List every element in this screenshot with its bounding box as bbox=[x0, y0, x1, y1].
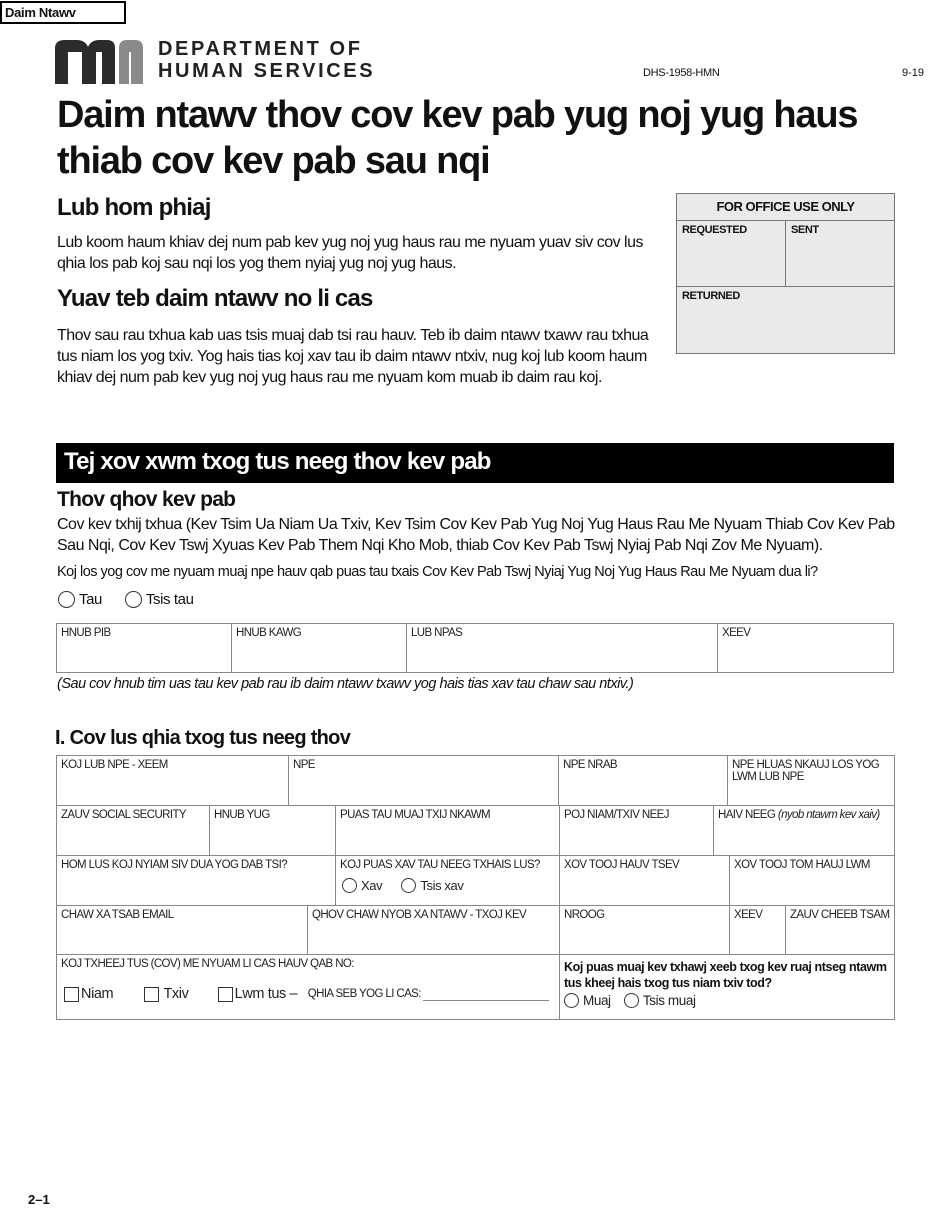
instructions-text: Thov sau rau txhua kab uas tsis muaj dab tsi rau hauv. Teb ib daim ntawv txawv rau txhua tus niam los yog txiv. Yog hais tias koj xav tau ib daim ntawv ntxiv, nug koj lub koom haum khiav dej num pab kev yug noj yug haus rau me nyuam kom muab ib daim rau koj. bbox=[57, 327, 649, 386]
address-state-field[interactable] bbox=[730, 906, 786, 955]
zip-code-label: ZAUV CHEEB TSAM bbox=[790, 909, 890, 921]
interpreter-no-radio[interactable] bbox=[401, 878, 416, 893]
start-date-label: HNUB PIB bbox=[61, 627, 111, 639]
tab-label: Daim Ntawv bbox=[5, 5, 76, 20]
relationship-label: KOJ TXHEEJ TUS (COV) ME NYUAM LI CAS HAUV QAB NO: bbox=[61, 958, 354, 970]
applicant-info-table-row2 bbox=[56, 805, 895, 856]
prior-services-no-radio[interactable] bbox=[125, 591, 142, 608]
sent-field: SENT bbox=[791, 224, 819, 236]
race-hint: (nyob ntawm kev xaiv) bbox=[777, 809, 880, 821]
father-label: Txiv bbox=[163, 986, 189, 1002]
preferred-language-label: HOM LUS KOJ NYIAM SIV DUA YOG DAB TSI? bbox=[61, 859, 288, 871]
race-field[interactable] bbox=[714, 806, 895, 856]
applicant-info-table-row3 bbox=[56, 855, 895, 906]
ssn-field[interactable] bbox=[57, 806, 210, 856]
maiden-name-label: NPE HLUAS NKAUJ LOS YOG LWM LUB NPE bbox=[732, 759, 880, 783]
email-field[interactable] bbox=[57, 906, 308, 955]
department-line-1: DEPARTMENT OF bbox=[158, 38, 363, 60]
mother-label: Niam bbox=[81, 986, 114, 1002]
county-field[interactable] bbox=[407, 624, 718, 673]
purpose-text: Lub koom haum khiav dej num pab kev yug noj yug haus rau me nyuam yuav siv cov lus qhia los pab koj sau nqi los yog them nyiaj yug noj yug haus. bbox=[57, 234, 643, 272]
section-banner: Tej xov xwm txog tus neeg thov kev pab bbox=[56, 443, 894, 483]
safety-concern-field bbox=[560, 955, 895, 1020]
applicant-info-table-row5 bbox=[56, 954, 895, 1020]
interpreter-no-label: Tsis xav bbox=[420, 878, 464, 893]
table-row bbox=[57, 756, 895, 806]
page-title: Daim ntawv thov cov kev pab yug noj yug haus thiab cov kev pab sau nqi bbox=[57, 94, 858, 182]
requested-field: REQUESTED bbox=[677, 221, 786, 286]
work-phone-label: XOV TOOJ TOM HAUJ LWM bbox=[734, 859, 870, 871]
mailing-address-field[interactable] bbox=[308, 906, 560, 955]
maiden-name-field[interactable] bbox=[728, 756, 895, 806]
ssn-label: ZAUV SOCIAL SECURITY bbox=[61, 809, 186, 821]
zip-code-field[interactable] bbox=[786, 906, 895, 955]
form-id: DHS-1958-HMN bbox=[643, 67, 720, 79]
state-field[interactable] bbox=[718, 624, 894, 673]
returned-field: RETURNED bbox=[682, 290, 740, 302]
first-name-field[interactable] bbox=[289, 756, 559, 806]
safety-no-radio[interactable] bbox=[624, 993, 639, 1008]
start-date-field[interactable] bbox=[57, 624, 232, 673]
office-use-title: FOR OFFICE USE ONLY bbox=[677, 194, 894, 221]
county-label: LUB NPAS bbox=[411, 627, 463, 639]
race-label: HAIV NEEG bbox=[718, 809, 776, 821]
first-name-label: NPE bbox=[293, 759, 315, 771]
form-date: 9-19 bbox=[902, 67, 925, 79]
department-name bbox=[158, 38, 375, 82]
table-row bbox=[57, 806, 895, 856]
mailing-address-label: QHOV CHAW NYOB XA NTAWV - TXOJ KEV bbox=[312, 909, 527, 921]
middle-name-field[interactable] bbox=[559, 756, 728, 806]
instructions-heading: Yuav teb daim ntawv no li cas bbox=[57, 285, 373, 312]
prior-services-yes-label: Tau bbox=[79, 591, 102, 609]
other-relationship-checkbox[interactable] bbox=[218, 987, 233, 1002]
prior-services-question: Koj los yog cov me nyuam muaj npe hauv qab puas tau txais Cov Kev Pab Tswj Nyiaj Yug Noj Yug Haus Rau Me Nyuam dua li? bbox=[57, 564, 818, 580]
prior-services-yes-radio[interactable] bbox=[58, 591, 75, 608]
table-row bbox=[57, 906, 895, 955]
safety-question: Koj puas muaj kev txhawj xeeb txog kev ruaj ntseg ntawm tus kheej hais txog tus niam txiv tod? bbox=[564, 960, 887, 990]
applicant-info-table bbox=[56, 755, 895, 806]
prior-services-options bbox=[58, 591, 194, 609]
city-field[interactable] bbox=[560, 906, 730, 955]
services-heading: Thov qhov kev pab bbox=[57, 488, 236, 511]
last-name-field[interactable] bbox=[57, 756, 289, 806]
prior-services-note: (Sau cov hnub tim uas tau kev pab rau ib daim ntawv txawv yog hais tias xav tau chaw sau ntxiv.) bbox=[57, 676, 634, 692]
page-number: 2–1 bbox=[28, 1192, 50, 1207]
document-tab[interactable] bbox=[0, 1, 126, 24]
prior-services-table bbox=[56, 623, 894, 673]
explain-input[interactable] bbox=[423, 987, 549, 1001]
address-state-label: XEEV bbox=[734, 909, 763, 921]
safety-no-label: Tsis muaj bbox=[642, 993, 696, 1008]
birth-date-label: HNUB YUG bbox=[214, 809, 270, 821]
gender-field[interactable] bbox=[560, 806, 714, 856]
home-phone-label: XOV TOOJ HAUV TSEV bbox=[564, 859, 680, 871]
birth-date-field[interactable] bbox=[210, 806, 336, 856]
marital-status-label: PUAS TAU MUAJ TXIJ NKAWM bbox=[340, 809, 491, 821]
end-date-label: HNUB KAWG bbox=[236, 627, 302, 639]
purpose-heading: Lub hom phiaj bbox=[57, 194, 211, 221]
office-use-box bbox=[676, 193, 895, 354]
last-name-label: KOJ LUB NPE - XEEM bbox=[61, 759, 168, 771]
department-line-2: HUMAN SERVICES bbox=[158, 60, 376, 82]
services-description: Cov kev txhij txhua (Kev Tsim Ua Niam Ua Txiv, Kev Tsim Cov Kev Pab Yug Noj Yug Haus Rau Me Nyuam Thiab Cov Kev Pab Sau Nqi, Cov Kev Tswj Xyuas Kev Pab Them Nqi Kho Mob, thiab Cov Kev Pab Tswj Nyiaj Pab Nqi Zov Me Nyuam). bbox=[57, 516, 895, 554]
home-phone-field[interactable] bbox=[560, 856, 730, 906]
safety-yes-label: Muaj bbox=[583, 993, 611, 1008]
interpreter-yes-radio[interactable] bbox=[342, 878, 357, 893]
table-row bbox=[57, 955, 895, 1020]
table-row bbox=[57, 856, 895, 906]
other-relationship-label: Lwm tus – bbox=[234, 986, 298, 1002]
interpreter-yes-label: Xav bbox=[361, 878, 383, 893]
work-phone-field[interactable] bbox=[730, 856, 895, 906]
father-checkbox[interactable] bbox=[144, 987, 159, 1002]
marital-status-field[interactable] bbox=[336, 806, 560, 856]
relationship-field bbox=[57, 955, 560, 1020]
interpreter-label: KOJ PUAS XAV TAU NEEG TXHAIS LUS? bbox=[340, 859, 540, 871]
city-label: NROOG bbox=[564, 909, 605, 921]
table-row bbox=[57, 624, 894, 673]
email-label: CHAW XA TSAB EMAIL bbox=[61, 909, 174, 921]
section1-heading: I. Cov lus qhia txog tus neeg thov bbox=[55, 727, 351, 749]
explain-label: QHIA SEB YOG LI CAS: bbox=[307, 988, 421, 1000]
prior-services-no-label: Tsis tau bbox=[145, 591, 194, 609]
end-date-field[interactable] bbox=[232, 624, 407, 673]
safety-yes-radio[interactable] bbox=[564, 993, 579, 1008]
state-label: XEEV bbox=[722, 627, 751, 639]
middle-name-label: NPE NRAB bbox=[563, 759, 618, 771]
gender-label: POJ NIAM/TXIV NEEJ bbox=[564, 809, 669, 821]
preferred-language-field[interactable] bbox=[57, 856, 336, 906]
applicant-info-table-row4 bbox=[56, 905, 895, 955]
interpreter-field bbox=[336, 856, 560, 906]
mother-checkbox[interactable] bbox=[64, 987, 79, 1002]
